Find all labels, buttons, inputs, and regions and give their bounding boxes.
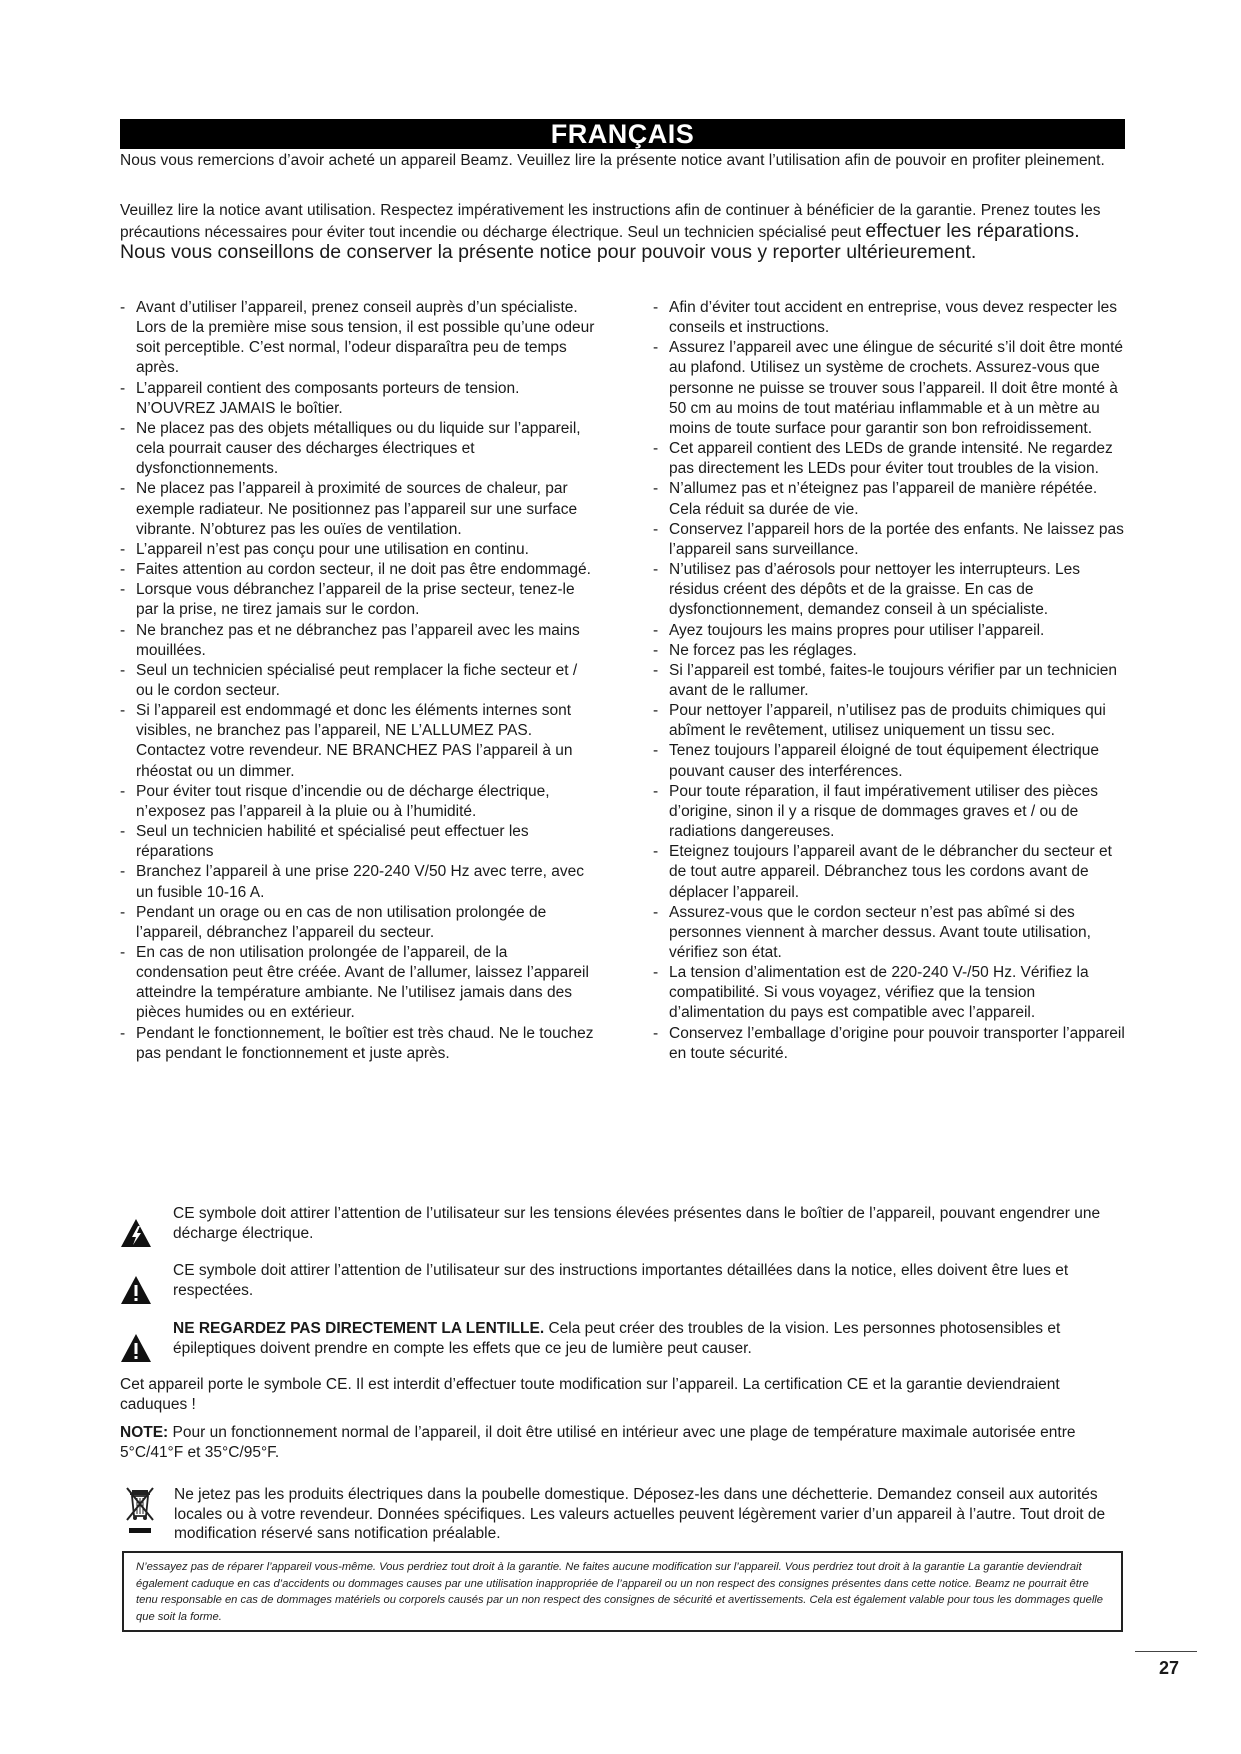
left-safety-bullet-item: - Ne placez pas des objets métalliques ou du liquide sur l’appareil, cela pourrait causer des décharges électriques et dysfonctionnements. (120, 419, 597, 479)
note-paragraph (120, 1423, 1125, 1462)
right-safety-bullet-item: - Assurez-vous que le cordon secteur n’est pas abîmé si des personnes viennent à marcher dessus. Avant toute utilisation, vérifiez son état. (653, 903, 1125, 963)
intro-read-line: Veuillez lire la notice avant utilisation. Respectez impérativement les instructions afin de continuer à bénéficier de la garantie. Prenez toutes les précautions nécessaires pour éviter tout incendie ou décharge électrique. Seul un technicien spécialisé peut (120, 202, 1101, 241)
right-safety-bullet-item: - Conservez l’emballage d’origine pour pouvoir transporter l’appareil en toute sécurité. (653, 1024, 1125, 1064)
right-safety-bullet-item: - Eteignez toujours l’appareil avant de le débrancher du secteur et de tout autre appareil. Débranchez tous les cordons avant de déplacer l’appareil. (653, 842, 1125, 902)
safety-list-right (653, 298, 1125, 1064)
warranty-disclaimer (122, 1551, 1123, 1632)
left-safety-bullet-item: - Lorsque vous débranchez l’appareil de la prise secteur, tenez-le par la prise, ne tirez jamais sur le cordon. (120, 580, 597, 620)
ce-marking-text: Cet appareil porte le symbole CE. Il est interdit d’effectuer toute modification sur l’appareil. La certification CE et la garantie deviendraient caduques ! (120, 1376, 1060, 1413)
left-safety-bullet-item: - Avant d’utiliser l’appareil, prenez conseil auprès d’un spécialiste. Lors de la première mise sous tension, il est possible qu’une odeur soit perceptible. C’est normal, l’odeur disparaîtra peu de temps après. (120, 298, 597, 379)
crossed-out-bin-icon (120, 1484, 160, 1540)
right-safety-bullet-item: - La tension d’alimentation est de 220-240 V-/50 Hz. Vérifiez la compatibilité. Si vous voyagez, vérifiez que la tension d’alimentation du pays est compatible avec l’appareil. (653, 963, 1125, 1023)
right-safety-bullet-item: - Conservez l’appareil hors de la portée des enfants. Ne laissez pas l’appareil sans surveillance. (653, 520, 1125, 560)
lens-warning-text (173, 1319, 1125, 1358)
right-safety-bullet-item: - N’utilisez pas d’aérosols pour nettoyer les interrupteurs. Les résidus créent des dépôts et de la graisse. En cas de dysfonctionnement, demandez conseil à un spécialiste. (653, 560, 1125, 620)
right-safety-bullet-item: - Afin d’éviter tout accident en entreprise, vous devez respecter les conseils et instructions. (653, 298, 1125, 338)
left-safety-bullet-item: - En cas de non utilisation prolongée de l’appareil, de la condensation peut être créée. Avant de l’allumer, laissez l’appareil atteindre la température ambiante. Ne l’utilisez jamais dans des pièces humides ou en extérieur. (120, 943, 597, 1024)
left-safety-bullet-item: - Pendant le fonctionnement, le boîtier est très chaud. Ne le touchez pas pendant le fonctionnement et juste après. (120, 1024, 597, 1064)
exclamation-warning-icon (120, 1275, 152, 1305)
intro-read-line-large: effectuer les réparations. Nous vous conseillons de conserver la présente notice pour pouvoir vous y reporter ultérieurement. (120, 219, 1080, 263)
right-safety-bullet-item: - Ne forcez pas les réglages. (653, 641, 1125, 661)
left-safety-bullet-item: - Branchez l’appareil à une prise 220-240 V/50 Hz avec terre, avec un fusible 10-16 A. (120, 862, 597, 902)
safety-list-left (120, 298, 597, 1064)
exclamation-warning-icon (120, 1333, 152, 1363)
right-safety-bullet-item: - Cet appareil contient des LEDs de grande intensité. Ne regardez pas directement les LEDs pour éviter tout troubles de la vision. (653, 439, 1125, 479)
disposal-text: Ne jetez pas les produits électriques dans la poubelle domestique. Déposez-les dans une déchetterie. Demandez conseil aux autorités locales ou à votre revendeur. Données spécifiques. Les valeurs actuelles peuvent légèrement varier d’un appareil à l’autre. Tout droit de modification réservé sans notification préalable. (174, 1486, 1106, 1542)
left-safety-bullet-item: - Ne placez pas l’appareil à proximité de sources de chaleur, par exemple radiateur. Ne positionnez pas l’appareil sur une surface vibrante. N’obturez pas les ouïes de ventilation. (120, 479, 597, 539)
right-safety-bullet-item: - Ayez toujours les mains propres pour utiliser l’appareil. (653, 621, 1125, 641)
lens-warning-body: Cela peut créer des troubles de la vision. Les personnes photosensibles et épileptiques doivent prendre en compte les effets que ce jeu de lumière peut causer. (173, 1320, 1061, 1357)
right-safety-bullet-item: - Si l’appareil est tombé, faites-le toujours vérifier par un technicien avant de le rallumer. (653, 661, 1125, 701)
voltage-warning-text: CE symbole doit attirer l’attention de l’utilisateur sur les tensions élevées présentes dans le boîtier de l’appareil, pouvant engendrer une décharge électrique. (173, 1205, 1101, 1242)
right-safety-bullet-item: - N’allumez pas et n’éteignez pas l’appareil de manière répétée. Cela réduit sa durée de vie. (653, 479, 1125, 519)
section-title: FRANÇAIS (550, 119, 695, 149)
right-safety-bullet-item: - Tenez toujours l’appareil éloigné de tout équipement électrique pouvant causer des interférences. (653, 741, 1125, 781)
right-safety-bullet-item: - Pour nettoyer l’appareil, n’utilisez pas de produits chimiques qui abîment le revêtement, utilisez uniquement un tissu sec. (653, 701, 1125, 741)
instructions-warning-text: CE symbole doit attirer l’attention de l’utilisateur sur des instructions importantes détaillées dans la notice, elles doivent être lues et respectées. (173, 1262, 1069, 1299)
left-safety-bullet-item: - Seul un technicien spécialisé peut remplacer la fiche secteur et / ou le cordon secteur. (120, 661, 597, 701)
left-safety-bullet-item: - Seul un technicien habilité et spécialisé peut effectuer les réparations (120, 822, 597, 862)
intro-thanks: Nous vous remercions d’avoir acheté un appareil Beamz. Veuillez lire la présente notice avant l’utilisation afin de pouvoir en profiter pleinement. (120, 152, 1105, 169)
left-safety-bullet-item: - Pour éviter tout risque d’incendie ou de décharge électrique, n’exposez pas l’appareil à la pluie ou à l’humidité. (120, 782, 597, 822)
right-safety-bullet-item: - Pour toute réparation, il faut impérativement utiliser des pièces d’origine, sinon il y a risque de dommages graves et / ou de radiations dangereuses. (653, 782, 1125, 842)
page-number: 27 (1158, 1658, 1179, 1678)
high-voltage-warning-icon (120, 1218, 152, 1248)
right-safety-bullet-item: - Assurez l’appareil avec une élingue de sécurité s’il doit être monté au plafond. Utilisez un système de crochets. Assurez-vous que personne ne puisse se trouver sous l’appareil. Il doit être monté à 50 cm au moins de tout matériau inflammable et à un mètre au moins de toute surface pour garantir son bon refroidissement. (653, 338, 1125, 439)
left-safety-bullet-item: - L’appareil contient des composants porteurs de tension. N’OUVREZ JAMAIS le boîtier. (120, 379, 597, 419)
intro-read-notice (120, 201, 1125, 264)
left-safety-bullet-item: - L’appareil n’est pas conçu pour une utilisation en continu. (120, 540, 597, 560)
left-safety-bullet-item: - Si l’appareil est endommagé et donc les éléments internes sont visibles, ne branchez pas l’appareil, NE L’ALLUMEZ PAS. Contactez votre revendeur. NE BRANCHEZ PAS l’appareil à un rhéostat ou un dimmer. (120, 701, 597, 782)
section-title-bar (120, 119, 1125, 149)
page-number-rule (1135, 1651, 1197, 1652)
left-safety-bullet-item: - Ne branchez pas et ne débranchez pas l’appareil avec les mains mouillées. (120, 621, 597, 661)
disclaimer-text: N’essayez pas de réparer l’appareil vous-même. Vous perdriez tout droit à la garantie. Ne faites aucune modification sur l’appareil. Vous perdriez tout droit à la garantie La garantie deviendrait également caduque en cas d’accidents ou dommages causes par une utilisation inappropriée de l’appareil ou un non respect des consignes présentes dans cette notice. Beamz ne pourrait être tenu responsable en cas de dommages matériels ou corporels causés par un non respect des consignes de sécurité et avertissements. Cela est également valable pour tous les dommages quelle que soit la forme. (136, 1561, 1104, 1623)
left-safety-bullet-item: - Faites attention au cordon secteur, il ne doit pas être endommagé. (120, 560, 597, 580)
note-label: NOTE: (120, 1424, 169, 1441)
note-text: Pour un fonctionnement normal de l’appareil, il doit être utilisé en intérieur avec une plage de température maximale autorisée entre 5°C/41°F et 35°C/95°F. (120, 1424, 1076, 1461)
left-safety-bullet-item: - Pendant un orage ou en cas de non utilisation prolongée de l’appareil, débranchez l’appareil du secteur. (120, 903, 597, 943)
lens-warning-bold: NE REGARDEZ PAS DIRECTEMENT LA LENTILLE. (173, 1320, 545, 1337)
